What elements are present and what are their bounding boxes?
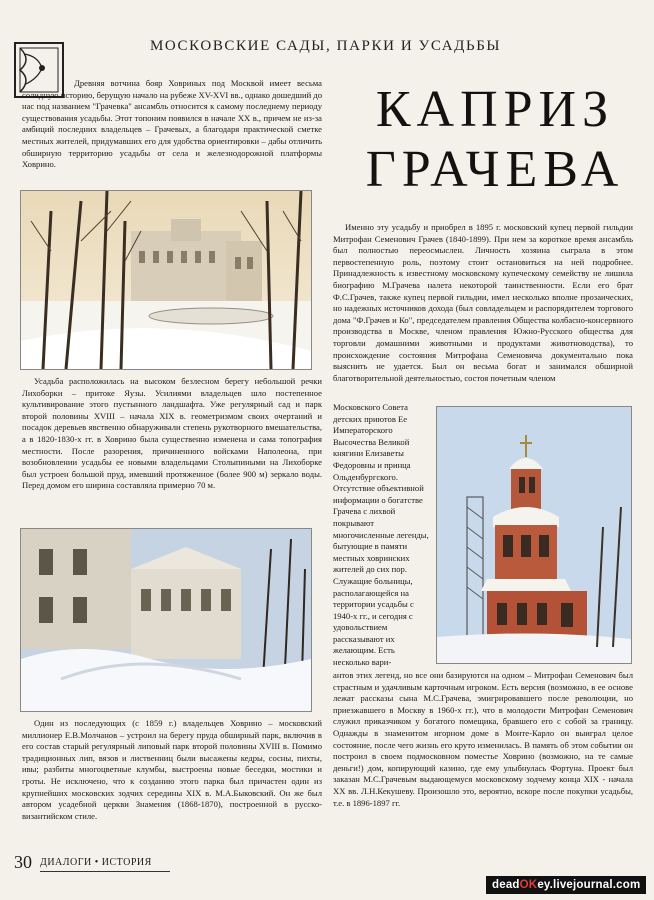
magazine-name: ДИАЛОГИ • ИСТОРИЯ (40, 857, 152, 868)
source-watermark: deadOKey.livejournal.com (486, 876, 646, 894)
article-title (350, 80, 640, 200)
paragraph-park-history: Один из последующих (с 1859 г.) владельцев Ховрино – московский миллионер Е.В.Молчанов – устроил на берегу пруда обширный парк, включив в его состав старый регулярный липовый парк второй половины XVIII в. Помимо традиционных лип, вязов и лиственниц были высажены кедры, сосны, пихты, ивы; разбиты многоцветные клумбы, выстроены новые беседки, мостики и гроты. Не исключено, что к созданию этого парка был причастен один из крупнейших московских зодчих середины XIX в. М.А.Быковский. Он же был автором усадебной церкви Знамения (1868-1870), построенной в русско-византийском стиле. (22, 718, 322, 821)
section-rubric: МОСКОВСКИЕ САДЫ, ПАРКИ И УСАДЬБЫ (150, 38, 502, 54)
paragraph-grachev-biography: Именно эту усадьбу и приобрел в 1895 г. московский купец первой гильдии Митрофан Семенович Грачев (1840-1899). При нем за короткое время ансамбль был полностью переосмыслен. Личность хозяина сыграла в этом первостепенную роль, поэтому стоит остановиться на ней подробнее. Принадлежность к известному московскому купеческому семейству не лишила биографию М.Грачева налета некоторой таинственности. Если его брат Ф.С.Грачев, также купец первой гильдии, имел несколько вполне прозаических, но надежных источников дохода (был совладельцем и распорядителем торгового дома "Ф.Грачев и Ко", председателем правления Общества колбасно-консервного производства в Москве, членом правления Южно-Русского общества для торговли домашними животными и продуктами животноводства), то происхождение состояния Митрофана Семеновича документально пока выяснить не удается. Был он весьма богат и занимался обширной благотворительной деятельностью, состоя почетным членом (333, 222, 633, 383)
photo-winter-park-fountain (20, 190, 312, 370)
paragraph-landscape: Усадьба расположилась на высоком безлесном берегу небольшой речки Лихоборки – притоке Яузы. Усилиями владельцев шло постепенное культивирование этого пустынного ландшафта. Уже регулярный сад и парк второй половины XVIII – начала XIX в. геометризмом своих очертаний и посадок деревьев явственно обнаруживали степень рукотворного вмешательства, а в 1820-1830-х гг. в Ховрино была существенно изменена и сама топография местности. После разорения, причиненного войсками Наполеона, при возобновлении усадьбы ее новыми владельцами Столыпиными на Лихоборке был устроен большой пруд, имевший протяженное (более 900 м) зеркало воды. Перед домом его ширина составляла примерно 70 м. (22, 376, 322, 491)
title-line-2: ГРАЧЕВА (365, 141, 625, 198)
paragraph-casino-legend: антов этих легенд, но все они базируются на одном – Митрофан Семенович был страстным и удачливым карточным игроком. Есть версия (возможно, в ее основе лежат рассказы сына М.С.Грачева, эмигрировавшего после революции, но приезжавшего в Москву в 1960-х гг.), что в молодости Митрофан Семенович служил приказчиком у богатого помещика, бравшего его с собой за границу. Однажды в знаменитом игорном доме в Монте-Карло он выиграл целое состояние, после чего жизнь его круто изменилась. В память об этом событии он построил в своем подмосковном поместье Ховрино (возможно, на те самые деньги!) дом, копирующий казино, где ему улыбнулась Фортуна. Проект был заказан М.С.Грачевым выдающемуся московскому зодчему конца XIX - начала XX вв. Л.Н.Кекушеву. Произошло это, вероятно, вскоре после покупки усадьбы, т.е. в 1896-1897 гг. (333, 670, 633, 808)
paragraph-legends: Московского Совета детских приютов Ее Императорского Высочества Великой княгини Елизаветы Федоровны и принца Ольденбургского. Отсутствие объективной информации о богатстве Грачева с лихвой покрывают многочисленные легенды, бытующие в памяти местных ховринских жителей до сих пор. Служащие больницы, располагающейся на территории усадьбы с 1940-х гг., и сегодня с удовольствием рассказывают их желающим. Есть несколько вари- (333, 402, 429, 668)
photo-brick-church (436, 406, 632, 664)
photo-mansion-winter (20, 528, 312, 712)
page-number: 30 (14, 852, 32, 872)
intro-paragraph: Древняя вотчина бояр Ховриных под Москвой имеет весьма солидную историю, берущую начало на рубеже XV-XVI вв., однако дошедший до нас под названием "Грачевка" ансамбль относится к самому последнему периоду существования усадьбы. Этот топоним появился в начале XX в., причем не из-за амбиций последних владельцев – Грачевых, а благодаря практической сметке местных жителей, придумавших его для удобства ориентировки – дабы отличить обширную территорию усадьбы от села и железнодорожной платформы Ховрино. (22, 78, 323, 170)
title-line-1: КАПРИЗ (375, 81, 615, 138)
footer-rule (40, 871, 170, 872)
